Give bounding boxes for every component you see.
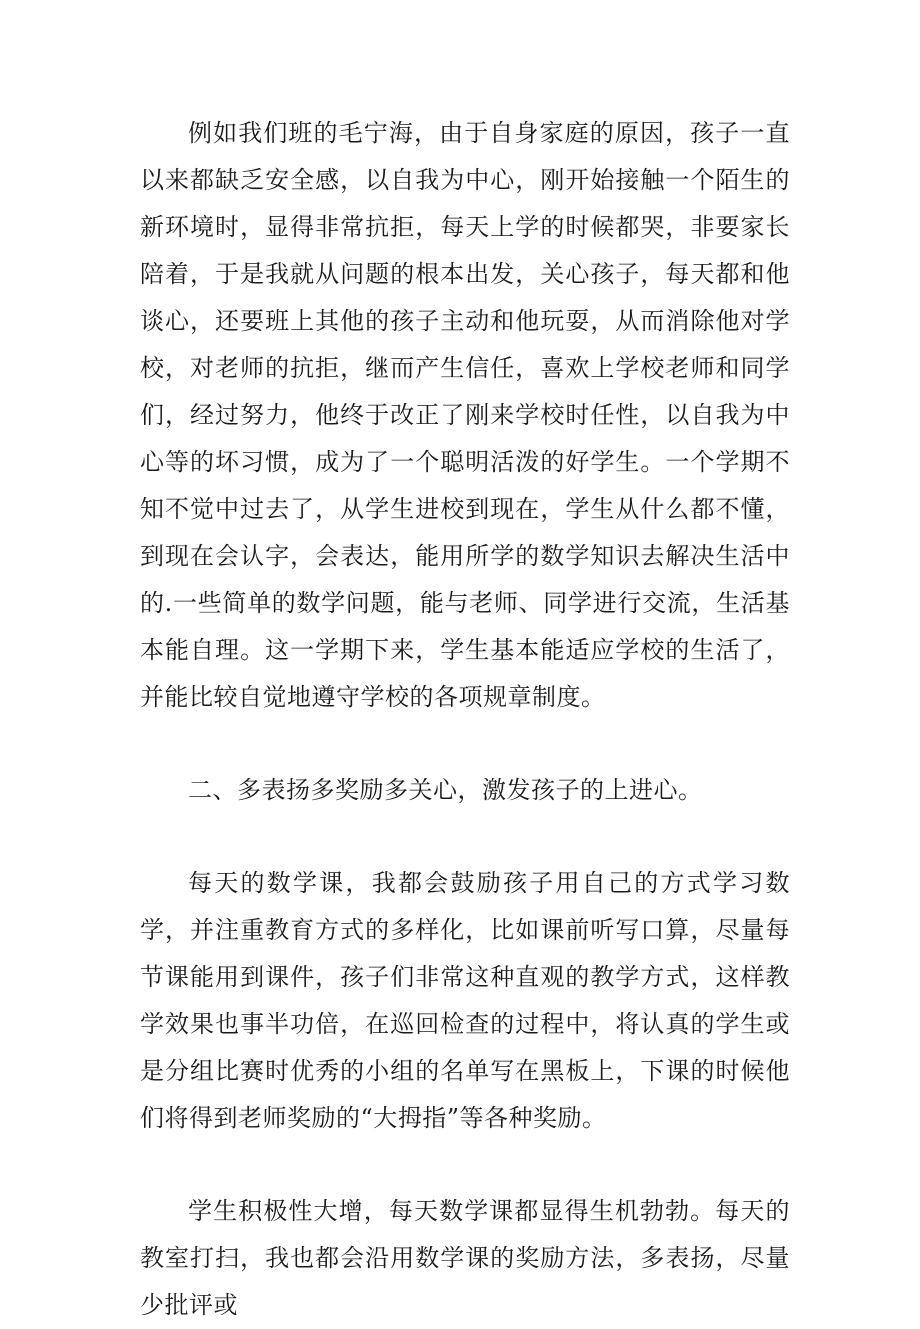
section-heading-praise: 二、多表扬多奖励多关心，激发孩子的上进心。 — [188, 776, 703, 804]
paragraph-example-student: 例如我们班的毛宁海，由于自身家庭的原因，孩子一直以来都缺乏安全感，以自我为中心，刚开始接触一个陌生的新环境时，显得非常抗拒，每天上学的时候都哭，非要家长陪着，于是我就从问题的根本出发，关心孩子，每天都和他谈心，还要班上其他的孩子主动和他玩耍，从而消除他对学校，对老师的抗拒，继而产生信任，喜欢上学校老师和同学们，经过努力，他终于改正了刚来学校时任性，以自我为中心等的坏习惯，成为了一个聪明活泼的好学生。一个学期不知不觉中过去了，从学生进校到现在，学生从什么都不懂，到现在会认字，会表达，能用所学的数学知识去解决生活中的.一些简单的数学问题，能与老师、同学进行交流，生活基本能自理。这一学期下来，学生基本能适应学校的生活了，并能比较自觉地遵守学校的各项规章制度。 — [140, 119, 790, 711]
paragraph-spacer — [140, 721, 790, 767]
paragraph-spacer — [140, 1142, 790, 1188]
document-body — [140, 110, 790, 1329]
paragraph-math-class: 每天的数学课，我都会鼓励孩子用自己的方式学习数学，并注重教育方式的多样化，比如课前听写口算，尽量每节课能用到课件，孩子们非常这种直观的教学方式，这样教学效果也事半功倍，在巡回检查的过程中，将认真的学生或是分组比赛时优秀的小组的名单写在黑板上，下课的时候他们将得到老师奖励的“大拇指”等各种奖励。 — [140, 869, 790, 1132]
paragraph-enthusiasm: 学生积极性大增，每天数学课都显得生机勃勃。每天的教室打扫，我也都会沿用数学课的奖励方法，多表扬，尽量少批评或 — [140, 1197, 790, 1319]
paragraph-spacer — [140, 814, 790, 860]
